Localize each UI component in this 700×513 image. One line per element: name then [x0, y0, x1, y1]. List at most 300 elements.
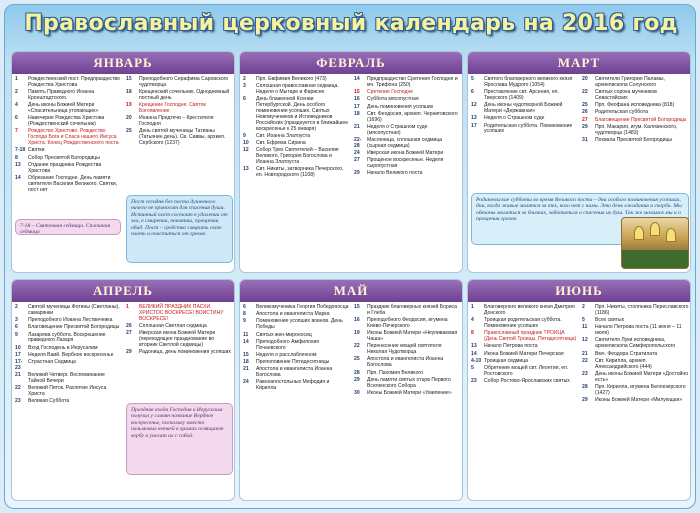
entry-date: 5 — [471, 76, 474, 82]
month-title: ЯНВАРЬ — [12, 52, 234, 74]
calendar-entry — [354, 171, 461, 177]
calendar-entry — [126, 350, 233, 356]
entry-date: 25 — [354, 356, 360, 363]
entry-text: Святой мученицы Фотины (Светланы), самарянки — [28, 304, 120, 316]
entry-text: Святых жен-мироносиц — [256, 331, 312, 338]
entry-date: 22-28 — [354, 136, 362, 149]
entry-text: Неделя Ваий. Вербное воскресенье — [28, 351, 114, 358]
calendar-entry — [354, 77, 461, 89]
left-column — [471, 305, 578, 386]
entry-date: 23 — [471, 378, 477, 385]
entry-date: 1 — [126, 304, 129, 310]
calendar-entry — [243, 97, 350, 132]
calendar-entry — [582, 385, 689, 397]
entry-date: 15 — [354, 89, 360, 96]
calendar-entry — [15, 156, 122, 162]
month-february — [239, 51, 463, 273]
entry-text: Иоанна Предтечи – Крестителя Господня — [139, 115, 214, 128]
entry-date: 4 — [471, 317, 474, 324]
right-column — [354, 305, 461, 398]
calendar-entry — [243, 148, 350, 166]
entry-date: 13 — [471, 343, 477, 350]
entry-date: 4-10 — [471, 357, 482, 364]
entry-text: Свт. Кирилла, архиеп. Александрийского (444) — [595, 357, 652, 370]
calendar-entry — [582, 372, 689, 384]
entry-date: 15 — [354, 304, 360, 310]
entry-text: Прп. Пахомия Великого — [367, 369, 423, 376]
entry-text: Вмч. Феодора Стратилата — [595, 350, 658, 357]
right-column — [354, 77, 461, 179]
entry-date: 15 — [243, 351, 249, 358]
calendar-entry — [582, 352, 689, 358]
entry-text: Великомученика Георгия Победоносца — [256, 304, 349, 310]
dome-icon — [650, 222, 660, 236]
entry-text: Преставление свт. Арсения, еп. Тверского (1409) — [484, 89, 559, 102]
calendar-entry — [126, 331, 233, 349]
entry-date: 31 — [582, 136, 588, 143]
calendar-entry — [582, 138, 689, 144]
entry-date: 17-23 — [15, 359, 23, 371]
month-june — [467, 279, 691, 501]
entry-text: Сплошная Светлая седмица — [139, 323, 207, 330]
calendar-entry — [471, 359, 578, 365]
entry-date: 26 — [582, 109, 588, 116]
entry-text: Иверская икона Божией Матери — [367, 150, 444, 157]
entry-text: День иконы чудотворной Божией Матери «Державная» — [484, 102, 563, 115]
entry-text: Начало Петрова поста (11 июня – 11 июля) — [595, 324, 682, 337]
church-photo — [621, 217, 689, 269]
calendar-page — [4, 4, 696, 509]
entry-date: 25 — [582, 102, 588, 109]
entry-text: Крещение Господне. Святое Богоявление — [139, 102, 207, 115]
calendar-entry — [126, 305, 233, 323]
calendar-entry — [15, 103, 122, 115]
entry-date: 29 — [354, 376, 360, 383]
calendar-entry — [354, 138, 461, 150]
entry-date: 12 — [243, 147, 249, 154]
entry-text: Апостола и евангелиста Марка — [256, 311, 330, 318]
month-title: МАЙ — [240, 280, 462, 302]
calendar-entry — [471, 116, 578, 122]
calendar-entry — [243, 312, 350, 318]
entry-text: Святителя Луки исповедника, архиепископа Симферопольского — [595, 337, 676, 350]
calendar-entry — [126, 116, 233, 128]
entry-text: Суббота мясопустная — [367, 96, 419, 103]
entry-date: 28 — [582, 383, 588, 390]
calendar-entry — [471, 124, 578, 136]
entry-text: Неделя о Страшном суде (мясопустная) — [367, 123, 428, 136]
calendar-entry — [471, 90, 578, 102]
left-column — [15, 77, 122, 195]
entry-date: 27 — [582, 116, 588, 123]
entry-date: 6 — [15, 115, 18, 122]
entry-date: 17 — [354, 103, 360, 110]
entry-date: 27 — [126, 330, 132, 337]
calendar-entry — [15, 353, 122, 359]
calendar-entry — [15, 346, 122, 352]
calendar-entry — [15, 399, 122, 405]
calendar-entry — [243, 353, 350, 359]
entry-text: Апостола и евангелиста Иоанна Богослова — [367, 356, 444, 369]
entry-text: Прощеное воскресенье. Неделя сыропустная — [367, 157, 444, 170]
entry-text: Память Праведного Иоанна Кронштадтского. — [28, 89, 95, 102]
calendar-entry — [15, 176, 122, 194]
calendar-entry — [243, 319, 350, 331]
entry-date: 18 — [243, 359, 249, 366]
month-title: ИЮНЬ — [468, 280, 690, 302]
entry-date: 8 — [15, 154, 18, 161]
month-may — [239, 279, 463, 501]
entry-text: День памяти святых отцов Первого Вселенского Собора — [367, 376, 451, 389]
entry-date: 9 — [243, 318, 246, 325]
entry-text: Святых сорока мучеников Севастийских — [595, 89, 657, 102]
entry-date: 19 — [126, 102, 132, 109]
entry-date: 14 — [15, 174, 21, 181]
calendar-entry — [354, 90, 461, 96]
calendar-entry — [126, 77, 233, 89]
calendar-entry — [354, 125, 461, 137]
entry-date: 27 — [354, 157, 360, 164]
entry-text: Преподобного Серафима Саровского чудотворца — [139, 76, 229, 88]
month-april — [11, 279, 235, 501]
right-column — [126, 305, 233, 357]
calendar-entry — [15, 163, 122, 175]
calendar-entry — [15, 386, 122, 398]
entry-text: Собор Пресвятой Богородицы — [28, 154, 100, 161]
entry-date: 3 — [15, 317, 18, 324]
entry-date: 1 — [15, 76, 18, 82]
calendar-entry — [582, 110, 689, 116]
entry-date: 19 — [354, 330, 360, 337]
entry-date: 2 — [15, 89, 18, 96]
entry-date: 24 — [354, 150, 360, 157]
entry-text: Всех святых — [595, 317, 625, 324]
entry-text: Икона Божией Матери Печерская — [484, 350, 564, 357]
page-title: Православный церковный календарь на 2016 год — [24, 11, 678, 36]
left-column — [471, 77, 578, 137]
entry-date: 3 — [243, 83, 246, 90]
entry-text: Преподобного Феодосия, игумена Киево-Печерского — [367, 317, 448, 330]
entry-text: Сретение Господне — [367, 89, 414, 96]
calendar-entry — [354, 371, 461, 377]
calendar-entry — [15, 373, 122, 385]
entry-date: 2 — [582, 304, 585, 310]
entry-text: Прп. Евфимия Великого (473) — [256, 76, 327, 82]
fasting-note: Пост сегодня без поста душевного ничего не приносит для спасения души. Истинный пост состоит в удалении от зла, в смирении, покаянии, прощении обид. Пост – средство смирить свою плоть и очиститься от грехов. — [126, 195, 233, 263]
entry-text: Иконы Божией Матери «Умиление» — [367, 389, 452, 396]
entry-text: Преподобного Иоанна Лествичника — [28, 317, 113, 324]
entry-text: Обретение мощей свт. Леонтия, еп. Ростовского — [484, 364, 569, 377]
entry-text: Прп. Кирилла, игумена Белоезерского (1427) — [595, 383, 686, 396]
entry-text: День блаженной Ксении Петербургской. День особого поминовения усопших. Святых Новомучеников и Исповедников Российских (празднуется в ближайшее воскресенье к 25 января) — [256, 96, 349, 132]
entry-text: Сплошная православная седмица. Неделя о Мытаре и Фарисее — [256, 83, 339, 96]
entry-date: 10 — [15, 344, 21, 351]
entry-date: 4 — [15, 102, 18, 109]
calendar-entry — [354, 158, 461, 170]
entry-text: Прп. Никиты, столпника Переславского (1186) — [595, 304, 689, 316]
entry-date: 17 — [471, 122, 477, 129]
calendar-entry — [243, 340, 350, 352]
entry-date: 23 — [582, 370, 588, 377]
entry-text: Святки — [28, 147, 45, 154]
entry-text: Свт. Ефрема Сирина — [256, 140, 306, 147]
entry-date: 15 — [126, 76, 132, 82]
entry-date: 2 — [243, 76, 246, 82]
entry-date: 13 — [243, 166, 249, 173]
calendar-entry — [471, 331, 578, 343]
entry-date: 28 — [354, 369, 360, 376]
entry-text: Прп. Макария, игум. Калязинского, чудотворца (1483) — [595, 123, 678, 136]
entry-date: 30 — [354, 389, 360, 396]
entry-date: 13 — [471, 115, 477, 122]
entry-text: Прп. Феофана исповедника (818) — [595, 102, 675, 109]
entry-text: День святой мученицы Татианы (Татьянин день). Св. Саввы, архиеп. Сербского (1237) — [139, 128, 226, 147]
entry-text: Радоница, день поминовения усопших — [139, 349, 231, 356]
entry-date: 12 — [471, 102, 477, 109]
calendar-entry — [15, 77, 122, 89]
calendar-entry — [15, 116, 122, 128]
entry-date: 14 — [354, 76, 360, 82]
entry-text: Свт. Никиты, затворника Печерского, еп. Новгородского (1108) — [256, 166, 344, 179]
palm-sunday-note: Праздник входа Господня в Иерусалим получил у славян название Вербное воскресенье, поскольку вместо пальмовых ветвей в храмах освящают вербу и уносят их с собой. — [126, 403, 233, 475]
entry-date: 1 — [471, 304, 474, 310]
entry-date: 16 — [354, 96, 360, 103]
calendar-entry — [354, 112, 461, 124]
second-half-row — [11, 279, 691, 501]
entry-date: 24 — [243, 379, 249, 386]
entry-date: 12 — [582, 337, 588, 344]
calendar-entry — [126, 90, 233, 102]
entry-text: Свт. Иоанна Златоуста — [256, 133, 311, 140]
calendar-entry — [243, 367, 350, 379]
entry-text: Святители Григория Паламы, архиепископа Солунского — [595, 76, 665, 88]
calendar-entry — [471, 103, 578, 115]
entry-date: 17 — [15, 351, 21, 358]
entry-text: Преполовение Пятидесятницы — [256, 359, 330, 366]
month-january — [11, 51, 235, 273]
entry-text: Благоверного великого князя Дмитрия Донского — [484, 304, 575, 316]
entry-date: 21 — [354, 123, 360, 130]
entry-date: 22 — [354, 343, 360, 350]
entry-text: Крещенский сочельник. Однодневный постный день — [139, 89, 230, 102]
calendar-entry — [354, 378, 461, 390]
calendar-entry — [243, 84, 350, 96]
calendar-entry — [15, 305, 122, 317]
calendar-entry — [15, 333, 122, 345]
entry-date: 22 — [582, 89, 588, 96]
entry-text: День поминовения усопших — [367, 103, 434, 110]
entry-text: Лазарева суббота. Воскрешение праведного Лазаря — [28, 331, 106, 344]
month-title: ФЕВРАЛЬ — [240, 52, 462, 74]
entry-text: Великая Суббота — [28, 398, 70, 405]
entry-date: 9 — [15, 331, 18, 338]
entry-date: 21 — [243, 366, 249, 373]
calendar-entry — [354, 105, 461, 111]
entry-text: Навечерие Рождества Христова (Рождественский сочельник) — [28, 115, 105, 128]
entry-text: Родительская суббота. Поминовение усопших — [484, 122, 573, 135]
entry-date: 11 — [243, 331, 249, 338]
calendar-entry — [243, 380, 350, 392]
entry-text: Великий Пяток. Распятие Иисуса Христа — [28, 385, 107, 398]
left-column — [243, 305, 350, 393]
entry-date: 8 — [243, 311, 246, 318]
entry-text: Начало Петрова поста — [484, 343, 538, 350]
calendar-entry — [582, 90, 689, 102]
calendar-entry — [582, 398, 689, 404]
entry-date: 22 — [582, 357, 588, 364]
entry-text: Праздник благоверных князей Бориса и Глеба — [367, 304, 457, 316]
calendar-entry — [582, 305, 689, 317]
entry-text: Начало Великого поста — [367, 170, 423, 177]
calendar-entry — [582, 77, 689, 89]
calendar-entry — [354, 391, 461, 397]
calendar-entry — [15, 148, 122, 154]
calendar-entry — [582, 318, 689, 324]
entry-text: Масленица, сплошная седмица (сырная седмица) — [367, 136, 443, 149]
entry-text: Собор Трех Святителей – Василия Великого, Григория Богослова и Иоанна Златоуста — [256, 147, 339, 166]
entry-date: 2 — [15, 304, 18, 310]
entry-date: 5 — [471, 364, 474, 371]
calendar-entry — [15, 129, 122, 147]
entry-date: 14 — [471, 350, 477, 357]
entry-date: 6 — [15, 324, 18, 331]
entry-date: 21 — [582, 350, 588, 357]
entry-date: 11 — [582, 324, 588, 331]
entry-date: 29 — [354, 170, 360, 177]
calendar-entry — [471, 318, 578, 330]
entry-text: Преподобного Амфилохия Почаевского — [256, 338, 320, 351]
calendar-entry — [126, 129, 233, 147]
entry-text: День иконы Божией Матери «Достойно есть» — [595, 370, 689, 383]
entry-text: Перенесение мощей святителя Николая Чудотворца — [367, 343, 442, 356]
entry-text: День иконы Божией Матери «Спасительница утопающих» — [28, 102, 99, 115]
entry-text: Родительская суббота — [595, 109, 648, 116]
entry-text: Православный праздник ТРОИЦА (День Святой Троицы, Пятидесятница) — [484, 330, 577, 343]
calendar-entry — [582, 359, 689, 371]
calendar-entry — [582, 325, 689, 337]
calendar-entry — [354, 357, 461, 369]
calendar-entry — [582, 118, 689, 124]
calendar-entry — [354, 331, 461, 343]
entry-text: Рождество Христово. Рождество Господа Бога и Спаса нашего Иисуса Христа. Конец Рождественского поста — [28, 128, 119, 147]
entry-text: Страстная Седмица — [28, 359, 76, 366]
entry-text: Святого благоверного великого князя Ярослава Мудрого (1054) — [484, 76, 573, 88]
entry-date: 5 — [582, 317, 585, 324]
parents-saturday-note: Родительские субботы во время Великого поста – дни особого поминовения усопших, дни, когда живые молятся за тех, кого нет с нами. Это день ожидания и скорби. Мы обязаны молиться за близких, заботиться о спасении их душ. Так же молимся мы и о прощении грехов. — [471, 193, 689, 245]
calendar-entry — [354, 318, 461, 330]
month-title: АПРЕЛЬ — [12, 280, 234, 302]
entry-date: 6 — [243, 304, 246, 310]
entry-text: Неделя о расслабленном — [256, 351, 317, 358]
entry-text: ВЕЛИКИЙ ПРАЗДНИК ПАСХИ. ХРИСТОС ВОСКРЕСЕ! ВОИСТИНУ ВОСКРЕСЕ! — [139, 304, 224, 322]
entry-text: Троицкая седмица — [484, 357, 528, 364]
entry-date: 6 — [243, 96, 246, 103]
entry-text: Иверская икона Божией Матери (переходящее празднование во вторник Светлой седмицы) — [139, 330, 216, 349]
entry-date: 23 — [15, 398, 21, 405]
entry-text: Иконы Божией Матери «Милующая» — [595, 397, 683, 404]
entry-text: Поминовение усопших воинов. День Победы — [256, 318, 343, 331]
entry-text: Великий Четверг. Воспоминание Тайной Вечери — [28, 372, 105, 385]
entry-date: 29 — [126, 349, 132, 356]
svyatki-note: 7-18 – Святочная седмица. Сплошная седмица — [15, 219, 121, 235]
entry-text: Апостола и евангелиста Иоанна Богослова — [256, 366, 333, 379]
entry-date: 25 — [126, 128, 132, 135]
calendar-entry — [243, 305, 350, 311]
entry-date: 26 — [126, 323, 132, 330]
month-march — [467, 51, 691, 273]
entry-date: 6 — [471, 89, 474, 96]
entry-text: Похвала Пресвятой Богородицы — [595, 136, 673, 143]
calendar-entry — [243, 360, 350, 366]
dome-icon — [666, 228, 676, 242]
calendar-entry — [471, 379, 578, 385]
entry-text: Обрезание Господне. День памяти святителя Василия Великого. Святки, пост нет — [28, 174, 118, 193]
calendar-entry — [15, 90, 122, 102]
entry-date: 18 — [126, 89, 132, 96]
entry-text: Троицкая родительская суббота. Поминовение усопших — [484, 317, 562, 330]
entry-date: 29 — [582, 123, 588, 130]
dome-icon — [634, 226, 644, 240]
calendar-entry — [15, 360, 122, 372]
calendar-entry — [582, 338, 689, 350]
calendar-entry — [471, 344, 578, 350]
entry-text: Свт. Феодосия, архиеп. Черниговского (1696) — [367, 110, 458, 123]
entry-text: Собор Ростово-Ярославских святых — [484, 378, 570, 385]
entry-date: 21 — [15, 372, 21, 379]
calendar-entry — [471, 366, 578, 378]
calendar-entry — [354, 344, 461, 356]
calendar-entry — [471, 305, 578, 317]
photo-ground — [622, 250, 688, 268]
entry-date: 16 — [354, 317, 360, 324]
calendar-entry — [126, 103, 233, 115]
calendar-entry — [243, 77, 350, 83]
right-column — [582, 77, 689, 145]
entry-text: Благовещение Пресвятой Богородицы — [28, 324, 120, 331]
calendar-entry — [354, 151, 461, 157]
entry-date: 13 — [15, 161, 21, 168]
entry-date: 20 — [126, 115, 132, 122]
entry-text: Равноапостольных Мефодия и Кирилла — [256, 379, 330, 392]
entry-text: Благовещение Пресвятой Богородицы — [595, 116, 687, 123]
entry-date: 22 — [15, 385, 21, 392]
entry-date: 20 — [582, 76, 588, 82]
calendar-entry — [243, 167, 350, 179]
calendar-entry — [243, 134, 350, 140]
entry-text: Вход Господень в Иерусалим — [28, 344, 98, 351]
entry-text: Рождественский пост. Предпразднство Рождества Христова — [28, 76, 120, 88]
entry-date: 14 — [243, 338, 249, 345]
entry-date: 29 — [582, 397, 588, 404]
entry-date: 8 — [471, 330, 474, 337]
calendar-entry — [354, 305, 461, 317]
entry-text: Предпразднство Сретения Господня и мч. Трифона (250) — [367, 76, 458, 88]
calendar-entry — [471, 77, 578, 89]
entry-text: Иконы Божией Матери «Неупиваемая Чаша» — [367, 330, 458, 343]
entry-text: Отдание праздника Рождества Христова — [28, 161, 102, 174]
calendar-entry — [15, 325, 122, 331]
entry-text: Неделя о Страшном суде — [484, 115, 545, 122]
calendar-entry — [582, 125, 689, 137]
calendar-entry — [354, 97, 461, 103]
calendar-entry — [243, 333, 350, 339]
entry-date: 10 — [243, 140, 249, 147]
entry-date: 9 — [243, 133, 246, 140]
month-title: МАРТ — [468, 52, 690, 74]
left-column — [243, 77, 350, 181]
entry-date: 18 — [354, 110, 360, 117]
right-column — [126, 77, 233, 148]
